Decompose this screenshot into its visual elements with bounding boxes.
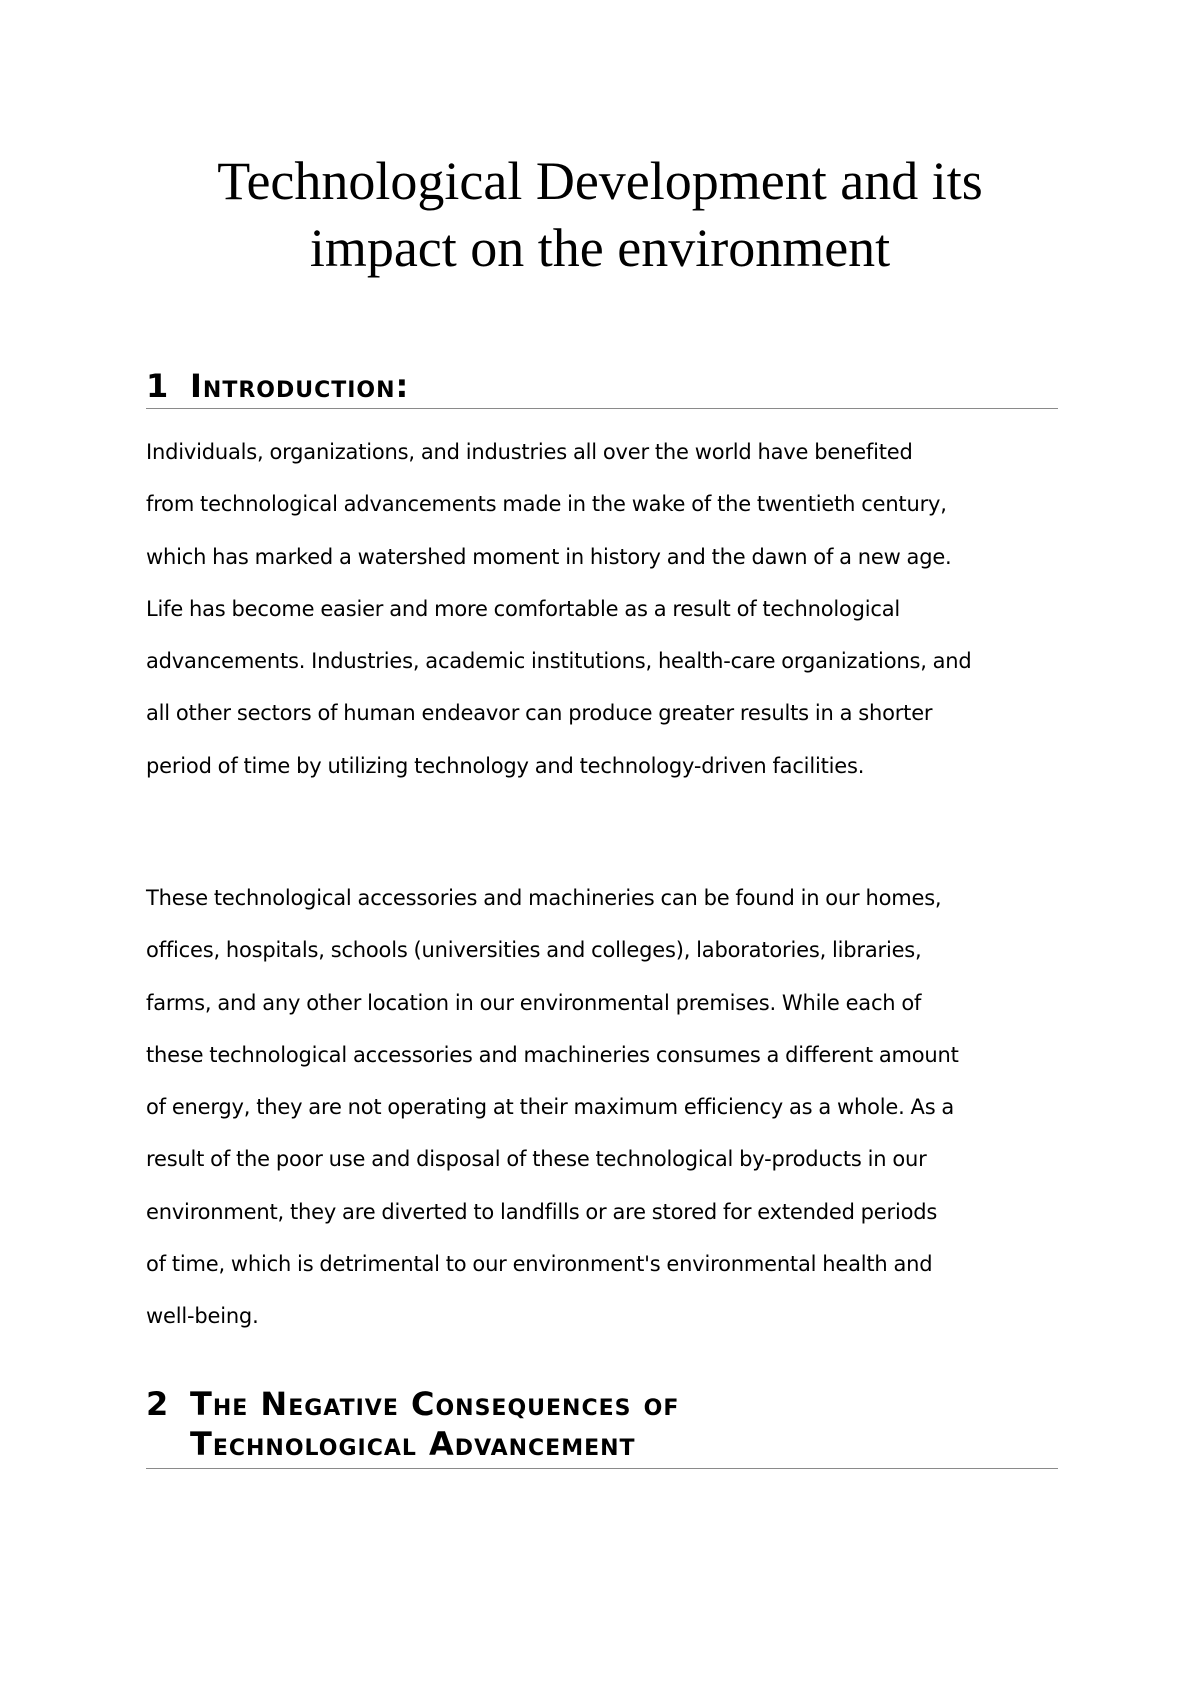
section-heading-introduction bbox=[146, 366, 1058, 409]
paragraph-line: from technological advancements made in the wake of the twentieth century, bbox=[146, 492, 947, 517]
section-heading-line: Technological Advancement bbox=[190, 1425, 636, 1463]
paragraph-line: advancements. Industries, academic institutions, health-care organizations, and bbox=[146, 649, 972, 674]
section-number: 2 bbox=[146, 1385, 170, 1423]
title-line: impact on the environment bbox=[309, 218, 891, 278]
paragraph-line: Life has become easier and more comfortable as a result of technological bbox=[146, 596, 901, 621]
section-heading-text: Introduction: bbox=[190, 367, 410, 405]
paragraph-line: Individuals, organizations, and industries all over the world have benefited bbox=[146, 440, 913, 464]
paragraph-line: of time, which is detrimental to our environment's environmental health and bbox=[146, 1252, 933, 1277]
paragraph bbox=[146, 426, 1076, 792]
section-number: 1 bbox=[146, 367, 170, 405]
paragraph-line: of energy, they are not operating at their maximum efficiency as a whole. As a bbox=[146, 1095, 955, 1120]
paragraph-line: period of time by utilizing technology and technology-driven facilities. bbox=[146, 753, 865, 778]
paragraph-line: which has marked a watershed moment in history and the dawn of a new age. bbox=[146, 544, 952, 569]
paragraph-line: These technological accessories and machineries can be found in our homes, bbox=[146, 886, 942, 910]
paragraph-line: result of the poor use and disposal of these technological by-products in our bbox=[146, 1147, 927, 1172]
paragraph-line: farms, and any other location in our environmental premises. While each of bbox=[146, 990, 922, 1015]
paragraph-line: these technological accessories and machineries consumes a different amount bbox=[146, 1042, 959, 1067]
paragraph-line: well-being. bbox=[146, 1304, 259, 1329]
paragraph bbox=[146, 872, 1076, 1343]
paragraph-line: offices, hospitals, schools (universities and colleges), laboratories, libraries, bbox=[146, 938, 922, 963]
document-title bbox=[100, 148, 1100, 282]
paragraph-line: environment, they are diverted to landfills or are stored for extended periods bbox=[146, 1199, 938, 1224]
title-line: Technological Development and its bbox=[217, 151, 983, 211]
paragraph-line: all other sectors of human endeavor can produce greater results in a shorter bbox=[146, 701, 933, 726]
section-heading-negative-consequences bbox=[146, 1384, 1058, 1469]
section-heading-text bbox=[190, 1384, 1058, 1464]
section-heading-line: The Negative Consequences of bbox=[190, 1385, 680, 1423]
